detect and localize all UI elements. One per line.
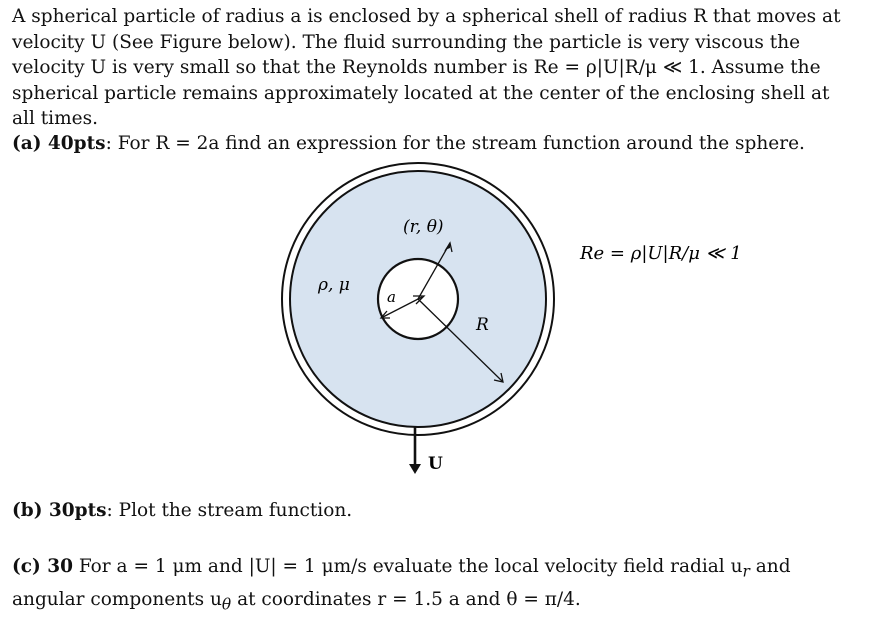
intro-line-2: velocity U (See Figure below). The fluid surrounding the particle is very viscous the (12, 31, 801, 53)
part-c-line2-end: at coordinates r = 1.5 a and θ = π/4. (231, 588, 581, 610)
part-b (12, 500, 352, 521)
intro-line-1: A spherical particle of radius a is enclosed by a spherical shell of radius R that moves at (12, 6, 841, 27)
position-label: (r, θ) (403, 217, 444, 237)
part-c (12, 553, 791, 618)
part-c-line1: For a = 1 μm and |U| = 1 μm/s evaluate the local velocity field radial u (72, 556, 743, 577)
intro-line-4: spherical particle remains approximately located at the center of the enclosing shell at (12, 82, 830, 104)
part-b-text: : Plot the stream function. (106, 500, 353, 521)
part-c-label: (c) 30 (12, 556, 73, 577)
radius-a-label: a (387, 288, 396, 306)
reynolds-label: Re = ρ|U|R/μ ≪ 1 (580, 243, 742, 264)
intro-line-5: all times. (12, 108, 98, 129)
fluid-label: ρ, μ (318, 275, 350, 295)
part-a-text: : For R = 2a find an expression for the stream function around the sphere. (105, 133, 805, 154)
part-c-line2: angular components u (12, 588, 222, 610)
velocity-label: U (428, 454, 443, 474)
radius-R-label: R (476, 315, 489, 335)
part-c-line1-end: and (749, 556, 791, 577)
velocity-arrowhead (409, 464, 421, 474)
intro-line-3: velocity U is very small so that the Reynolds number is Re = ρ|U|R/μ ≪ 1. Assume the (12, 57, 821, 78)
part-c-sub-r: r (742, 562, 750, 581)
part-b-label: (b) 30pts (12, 500, 107, 521)
part-c-sub-theta: θ (221, 595, 232, 614)
part-a-label: (a) 40pts (12, 133, 106, 154)
